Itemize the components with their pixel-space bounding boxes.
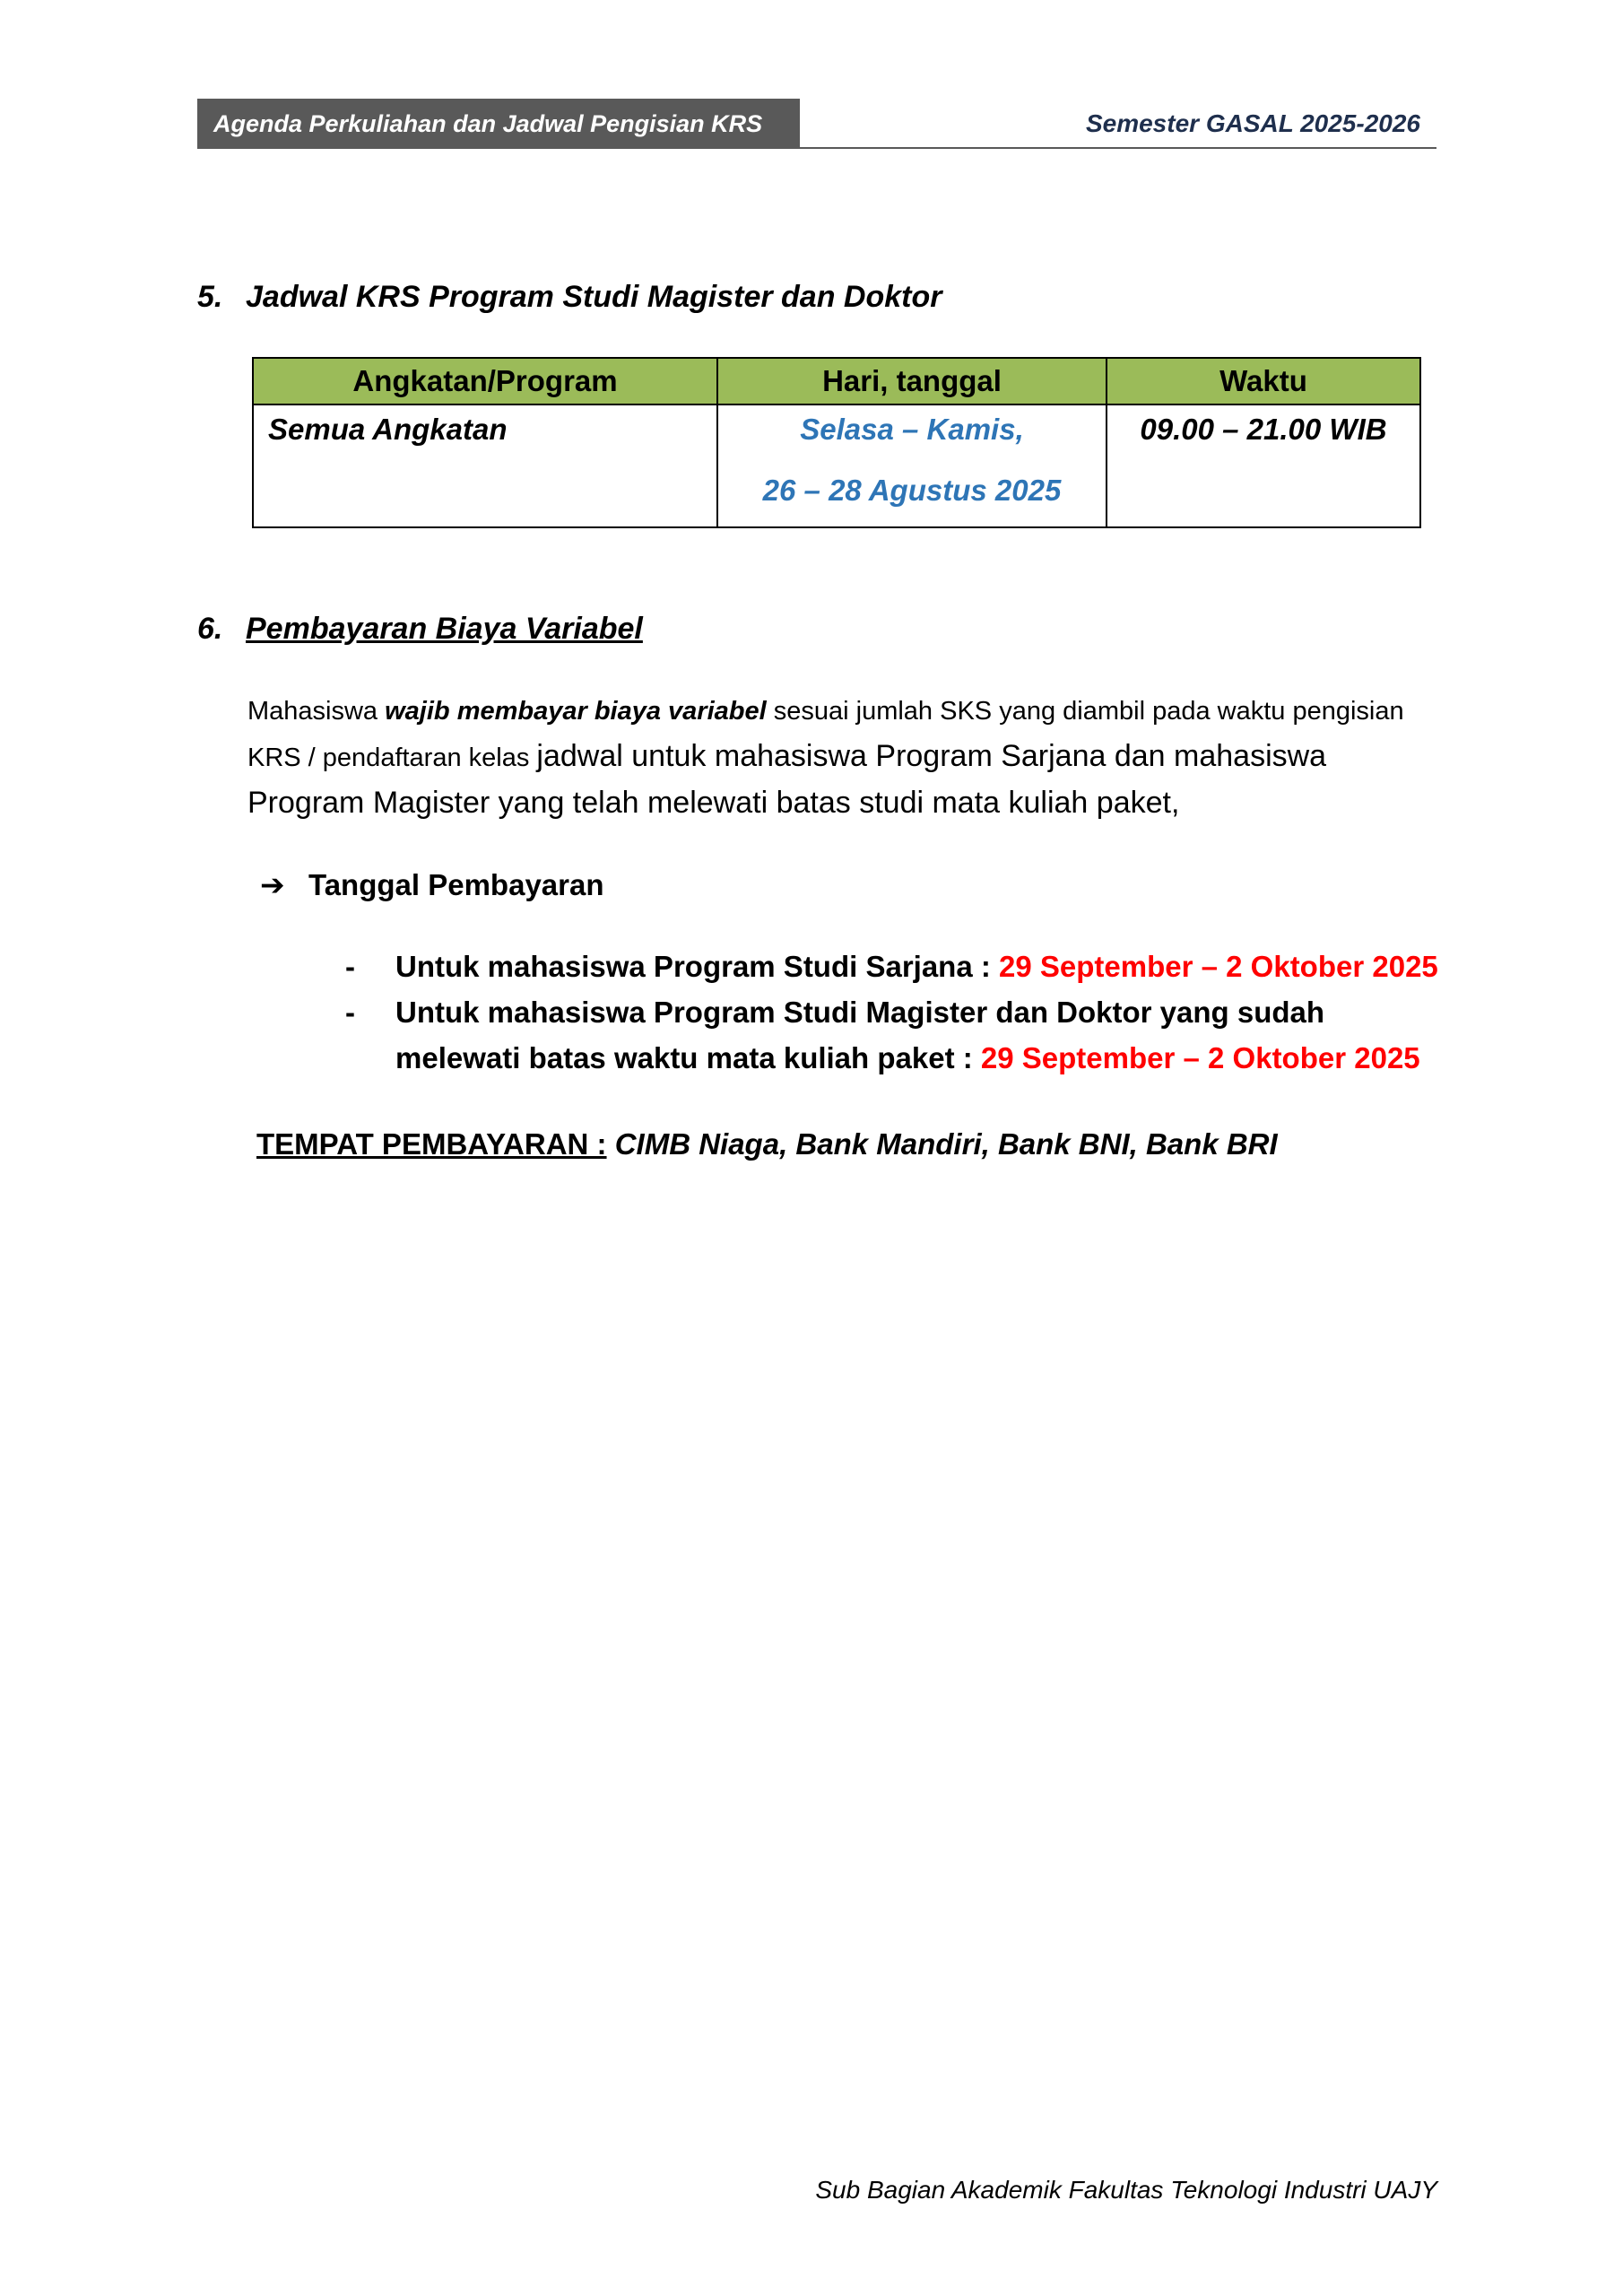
- paragraph-text: sesuai jumlah SKS yang diambil pada waktu pengisian KRS / pendaftaran kelas: [247, 697, 1404, 772]
- payment-place: [256, 1127, 1278, 1161]
- krs-schedule-table: [252, 357, 1421, 528]
- table-header-row: [253, 358, 1420, 404]
- date-line-1: Selasa – Kamis,: [800, 413, 1024, 446]
- variable-fee-paragraph: [247, 689, 1449, 827]
- header-semester: Semester GASAL 2025-2026: [800, 99, 1436, 149]
- paragraph-text: jadwal untuk mahasiswa Program Sarjana dan mahasiswa Program Magister yang telah melewati batas studi mata kuliah paket,: [247, 739, 1327, 820]
- payment-date-heading: [260, 867, 604, 902]
- section-5-title-text: Jadwal KRS Program Studi Magister dan Doktor: [246, 280, 942, 314]
- date-cell: [717, 404, 1107, 527]
- paragraph-emphasis: wajib membayar biaya variabel: [385, 697, 767, 726]
- bullet-text: [395, 944, 1438, 989]
- payment-place-label: TEMPAT PEMBAYARAN :: [256, 1127, 607, 1161]
- bullet-dash: -: [345, 996, 355, 1029]
- table-header-cell: Waktu: [1107, 358, 1420, 404]
- payment-place-banks: CIMB Niaga, Bank Mandiri, Bank BNI, Bank BRI: [606, 1127, 1278, 1161]
- section-5-number: 5.: [197, 280, 223, 314]
- time-cell: 09.00 – 21.00 WIB: [1107, 404, 1420, 527]
- bullet-label: Untuk mahasiswa Program Studi Magister dan Doktor yang sudah melewati batas waktu mata kuliah paket :: [395, 996, 1325, 1074]
- payment-date-list: [345, 944, 1457, 1081]
- section-6-title: [197, 612, 643, 647]
- payment-date: 29 September – 2 Oktober 2025: [980, 1041, 1420, 1074]
- date-line-2: 26 – 28 Agustus 2025: [762, 474, 1062, 507]
- page-footer: Sub Bagian Akademik Fakultas Teknologi Industri UAJY: [815, 2176, 1437, 2204]
- table-header-cell: Hari, tanggal: [717, 358, 1107, 404]
- section-6-title-text: Pembayaran Biaya Variabel: [246, 612, 643, 646]
- payment-date: 29 September – 2 Oktober 2025: [999, 950, 1438, 983]
- list-item: [345, 944, 1457, 989]
- program-cell: Semua Angkatan: [253, 404, 717, 527]
- bullet-label: Untuk mahasiswa Program Studi Sarjana :: [395, 950, 1000, 983]
- section-5-title: [197, 280, 942, 315]
- bullet-dash: -: [345, 950, 355, 983]
- table-header-cell: Angkatan/Program: [253, 358, 717, 404]
- bullet-text: [395, 989, 1457, 1081]
- table-row: [253, 404, 1420, 527]
- section-6-number: 6.: [197, 612, 223, 646]
- list-item: [345, 989, 1457, 1081]
- paragraph-text: Mahasiswa: [247, 697, 386, 726]
- header-agenda-title: Agenda Perkuliahan dan Jadwal Pengisian KRS: [197, 99, 800, 149]
- right-arrow-icon: ➔: [260, 868, 285, 901]
- payment-date-label: Tanggal Pembayaran: [308, 868, 604, 901]
